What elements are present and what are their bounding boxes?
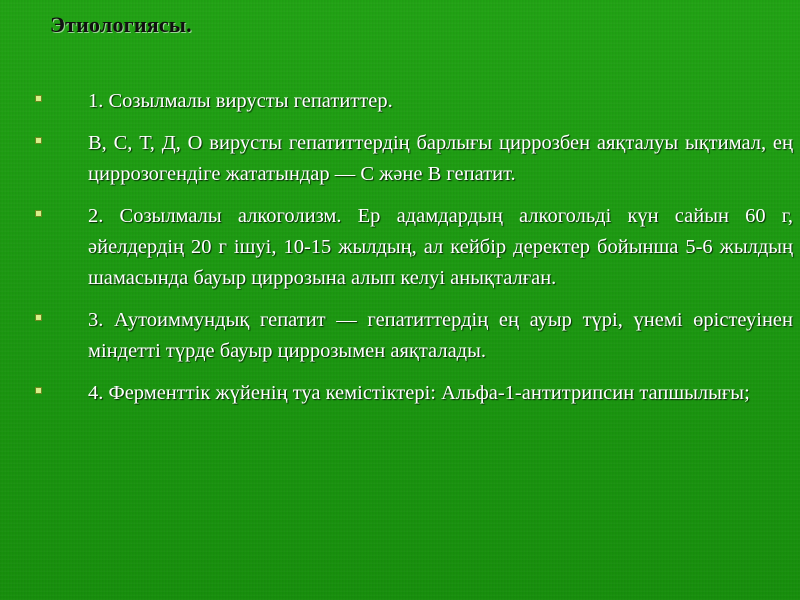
list-item [30,305,793,367]
list-item [30,378,793,409]
list-item [30,128,793,190]
square-bullet-icon [35,210,42,217]
square-bullet-icon [35,387,42,394]
list-item-text: 4. Ферменттік жүйенің туа кемістіктері: Альфа-1-антитрипсин тапшылығы; [88,382,750,404]
list-item-text: 3. Аутоиммундық гепатит — гепатиттердің ең ауыр түрі, үнемі өрістеуінен міндетті түрде бауыр циррозымен аяқталады. [88,309,793,362]
square-bullet-icon [35,95,42,102]
list-item-text: 2. Созылмалы алкоголизм. Ер адамдардың алкогольді күн сайын 60 г, әйелдердің 20 г ішуі, 10-15 жылдың, ал кейбір деректер бойынша 5-6 жылдың шамасында бауыр циррозына алып келуі анықталған. [88,205,793,289]
square-bullet-icon [35,137,42,144]
list-item-text: 1. Созылмалы вирусты гепатиттер. [88,90,393,112]
list-item [30,201,793,294]
list-item-text: В, С, Т, Д, О вирусты гепатиттердің барлығы циррозбен аяқталуы ықтимал, ең циррозогендіге жататындар — С және В гепатит. [88,132,793,185]
list-item [30,86,793,117]
square-bullet-icon [35,314,42,321]
slide-title: Этиологиясы. [50,12,192,37]
bullet-list [30,86,793,420]
